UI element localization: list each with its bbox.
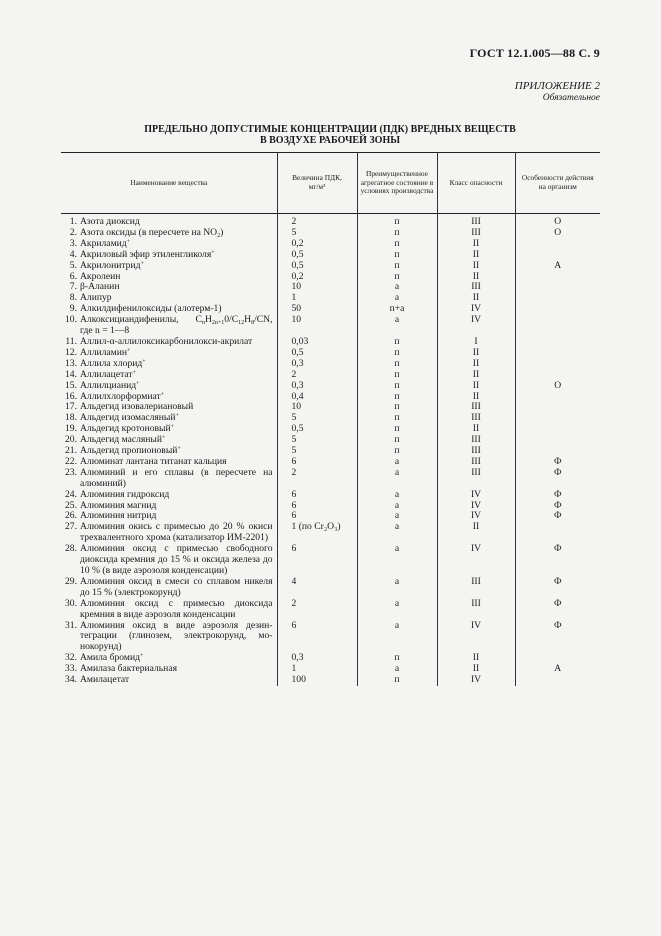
aggregate-state: п+а bbox=[357, 304, 437, 315]
aggregate-state: а bbox=[357, 511, 437, 522]
aggregate-state: п bbox=[357, 435, 437, 446]
aggregate-state: п bbox=[357, 359, 437, 370]
substance-name: Акролеин bbox=[80, 270, 121, 282]
row-number: 13. bbox=[65, 357, 77, 369]
substance-name: Альдегид масляный+ bbox=[80, 434, 166, 446]
aggregate-state: п bbox=[357, 653, 437, 664]
hazard-class: III bbox=[437, 457, 515, 468]
pdk-value: 0,5 bbox=[277, 250, 357, 261]
hazard-class: II bbox=[437, 664, 515, 675]
row-number: 6. bbox=[69, 270, 77, 282]
hazard-class: III bbox=[437, 599, 515, 621]
row-number: 16. bbox=[65, 390, 77, 402]
hazard-class: III bbox=[437, 413, 515, 424]
substance-name: Азота оксиды (в пересчете на $NO_2$) bbox=[80, 226, 224, 239]
aggregate-state: п bbox=[357, 402, 437, 413]
table-row bbox=[61, 359, 600, 370]
pdk-value: 5 bbox=[277, 435, 357, 446]
hazard-class: IV bbox=[437, 490, 515, 501]
substance-name: Алюминия магнид bbox=[80, 499, 157, 511]
hazard-class: III bbox=[437, 402, 515, 413]
table-header-row bbox=[61, 153, 600, 214]
hazard-class: IV bbox=[437, 501, 515, 512]
row-number: 31. bbox=[65, 619, 77, 631]
table-row bbox=[61, 621, 600, 654]
table-row bbox=[61, 214, 600, 228]
organism-effect: Ф bbox=[515, 544, 600, 577]
row-number: 17. bbox=[65, 401, 77, 413]
pdk-value: 1 (по Cr₂O₃) bbox=[277, 522, 357, 544]
substance-name: Аллила хлорид+ bbox=[80, 357, 146, 369]
pdk-value: 100 bbox=[277, 675, 357, 686]
hazard-class: II bbox=[437, 348, 515, 359]
row-number: 29. bbox=[65, 575, 77, 587]
substance-name: Алипур bbox=[80, 292, 112, 304]
pdk-value: 2 bbox=[277, 599, 357, 621]
hazard-class: I bbox=[437, 337, 515, 348]
organism-effect: Ф bbox=[515, 501, 600, 512]
organism-effect bbox=[515, 359, 600, 370]
substance-name-cell bbox=[61, 577, 277, 599]
pdk-value: 0,3 bbox=[277, 359, 357, 370]
substance-name: Алюминия оксид с примесью свободного диоксида кремния до 15 % и оксида железа до 10 % (в виде аэрозоля конденсации) bbox=[80, 543, 273, 576]
hazard-class: III bbox=[437, 435, 515, 446]
substance-name: Амила бромид+ bbox=[80, 652, 144, 664]
organism-effect: Ф bbox=[515, 457, 600, 468]
row-number: 12. bbox=[65, 346, 77, 358]
substance-name: Аллиламин+ bbox=[80, 346, 131, 358]
organism-effect bbox=[515, 282, 600, 293]
row-number: 34. bbox=[65, 674, 77, 686]
hazard-class: III bbox=[437, 282, 515, 293]
row-number: 9. bbox=[69, 303, 77, 315]
aggregate-state: п bbox=[357, 261, 437, 272]
substance-name: Алкилдифенилоксиды (алотерм-1) bbox=[80, 303, 222, 315]
substance-name: Алюминия нитрид bbox=[80, 510, 157, 522]
organism-effect bbox=[515, 304, 600, 315]
row-number: 11. bbox=[65, 335, 77, 347]
pdk-value: 0,2 bbox=[277, 239, 357, 250]
substance-name: Аллил-α-аллилоксикарбонилокси-акрилат bbox=[80, 335, 253, 347]
substance-name: Азота диоксид bbox=[80, 216, 140, 227]
table-row bbox=[61, 315, 600, 337]
aggregate-state: п bbox=[357, 370, 437, 381]
substance-name-cell bbox=[61, 468, 277, 490]
aggregate-state: п bbox=[357, 413, 437, 424]
row-number: 8. bbox=[69, 292, 77, 304]
pdk-value: 10 bbox=[277, 315, 357, 337]
pdk-value: 6 bbox=[277, 490, 357, 501]
pdk-value: 2 bbox=[277, 370, 357, 381]
pdk-value: 5 bbox=[277, 413, 357, 424]
organism-effect bbox=[515, 413, 600, 424]
aggregate-state: п bbox=[357, 337, 437, 348]
col-header-pdk: Величина ПДК, мг/м³ bbox=[277, 153, 357, 214]
hazard-class: II bbox=[437, 261, 515, 272]
row-number: 32. bbox=[65, 652, 77, 664]
title-line-2: В ВОЗДУХЕ РАБОЧЕЙ ЗОНЫ bbox=[259, 135, 401, 146]
pdk-value: 5 bbox=[277, 446, 357, 457]
row-number: 30. bbox=[65, 597, 77, 609]
organism-effect: А bbox=[515, 261, 600, 272]
pdk-value: 1 bbox=[277, 293, 357, 304]
row-number: 27. bbox=[65, 521, 77, 533]
table-row bbox=[61, 599, 600, 621]
aggregate-state: а bbox=[357, 293, 437, 304]
hazard-class: IV bbox=[437, 315, 515, 337]
row-number: 5. bbox=[69, 259, 77, 271]
pdk-value: 0,03 bbox=[277, 337, 357, 348]
substance-name: Алюминия оксид в виде аэрозоля дезинтеграции (глинозем, электрокорунд, монокорунд) bbox=[80, 619, 273, 653]
substance-name: Аллилхлорформиат+ bbox=[80, 390, 165, 402]
substance-name: Амилацетат bbox=[80, 674, 130, 686]
row-number: 21. bbox=[65, 445, 77, 457]
substance-name: Алюминат лантана титанат кальция bbox=[80, 455, 227, 467]
hazard-class: IV bbox=[437, 544, 515, 577]
organism-effect bbox=[515, 435, 600, 446]
organism-effect bbox=[515, 348, 600, 359]
table-row bbox=[61, 272, 600, 283]
pdk-value: 1 bbox=[277, 664, 357, 675]
aggregate-state: а bbox=[357, 315, 437, 337]
table-row bbox=[61, 261, 600, 272]
row-number: 23. bbox=[65, 466, 77, 478]
row-number: 4. bbox=[69, 248, 77, 260]
pdk-value: 2 bbox=[277, 214, 357, 228]
row-number: 22. bbox=[65, 455, 77, 467]
substance-name: Алюминий и его сплавы (в пересчете на алюминий) bbox=[80, 466, 273, 489]
substance-name: Альдегид изомасляный+ bbox=[80, 412, 179, 424]
aggregate-state: а bbox=[357, 577, 437, 599]
substance-name-cell bbox=[61, 599, 277, 621]
document-title bbox=[60, 124, 600, 146]
hazard-class: II bbox=[437, 522, 515, 544]
row-number: 2. bbox=[69, 226, 77, 238]
aggregate-state: п bbox=[357, 381, 437, 392]
substance-name: Альдегид пропионовый+ bbox=[80, 445, 181, 457]
table-row bbox=[61, 228, 600, 239]
aggregate-state: а bbox=[357, 621, 437, 654]
hazard-class: III bbox=[437, 468, 515, 490]
appendix-subtitle: Обязательное bbox=[542, 93, 600, 103]
organism-effect bbox=[515, 337, 600, 348]
organism-effect bbox=[515, 239, 600, 250]
hazard-class: IV bbox=[437, 511, 515, 522]
row-number: 26. bbox=[65, 510, 77, 522]
hazard-class: II bbox=[437, 424, 515, 435]
table-row bbox=[61, 577, 600, 599]
organism-effect: Ф bbox=[515, 468, 600, 490]
substance-name-cell bbox=[61, 621, 277, 654]
gost-page-header: ГОСТ 12.1.005—88 С. 9 bbox=[469, 46, 600, 60]
table-row bbox=[61, 337, 600, 348]
pdk-table bbox=[61, 152, 600, 686]
aggregate-state: а bbox=[357, 544, 437, 577]
organism-effect bbox=[515, 522, 600, 544]
substance-name: Алюминия оксид в смеси со сплавом никеля до 15 % (электрокорунд) bbox=[80, 575, 273, 598]
row-number: 24. bbox=[65, 488, 77, 500]
pdk-value: 10 bbox=[277, 282, 357, 293]
aggregate-state: а bbox=[357, 490, 437, 501]
pdk-value: 4 bbox=[277, 577, 357, 599]
substance-name: Амилаза бактериальная bbox=[80, 663, 177, 675]
row-number: 10. bbox=[65, 314, 77, 326]
aggregate-state: п bbox=[357, 392, 437, 403]
row-number: 3. bbox=[69, 237, 77, 249]
aggregate-state: п bbox=[357, 424, 437, 435]
pdk-value: 2 bbox=[277, 468, 357, 490]
row-number: 20. bbox=[65, 434, 77, 446]
organism-effect: Ф bbox=[515, 511, 600, 522]
row-number: 33. bbox=[65, 663, 77, 675]
substance-name-cell bbox=[61, 522, 277, 544]
pdk-value: 0,5 bbox=[277, 261, 357, 272]
aggregate-state: а bbox=[357, 282, 437, 293]
organism-effect bbox=[515, 370, 600, 381]
aggregate-state: а bbox=[357, 664, 437, 675]
aggregate-state: п bbox=[357, 446, 437, 457]
pdk-value: 6 bbox=[277, 457, 357, 468]
organism-effect: Ф bbox=[515, 577, 600, 599]
col-header-hazard: Класс опасности bbox=[437, 153, 515, 214]
hazard-class: IV bbox=[437, 621, 515, 654]
substance-name: Альдегид изовалериановый bbox=[80, 401, 194, 413]
row-number: 14. bbox=[65, 368, 77, 380]
hazard-class: II bbox=[437, 392, 515, 403]
row-number: 28. bbox=[65, 543, 77, 555]
substance-name: Альдегид кротоновый+ bbox=[80, 423, 175, 435]
aggregate-state: п bbox=[357, 348, 437, 359]
substance-name-cell bbox=[61, 315, 277, 337]
hazard-class: II bbox=[437, 359, 515, 370]
pdk-value: 50 bbox=[277, 304, 357, 315]
substance-name-cell bbox=[61, 214, 277, 228]
substance-name: Алюминия оксид с примесью диоксида кремния в виде аэрозоля конденсации bbox=[80, 597, 273, 620]
pdk-value: 0,3 bbox=[277, 381, 357, 392]
pdk-value: 0,2 bbox=[277, 272, 357, 283]
pdk-value: 6 bbox=[277, 501, 357, 512]
hazard-class: II bbox=[437, 250, 515, 261]
aggregate-state: п bbox=[357, 675, 437, 686]
hazard-class: III bbox=[437, 577, 515, 599]
organism-effect bbox=[515, 250, 600, 261]
organism-effect bbox=[515, 293, 600, 304]
hazard-class: IV bbox=[437, 304, 515, 315]
substance-name: Акриламид+ bbox=[80, 237, 131, 249]
table-row bbox=[61, 544, 600, 577]
aggregate-state: п bbox=[357, 239, 437, 250]
hazard-class: III bbox=[437, 446, 515, 457]
table-row bbox=[61, 522, 600, 544]
hazard-class: II bbox=[437, 381, 515, 392]
pdk-value: 0,4 bbox=[277, 392, 357, 403]
substance-name: Алкоксициандифенилы, $C_nH_{2n+1}0/C_{12}H_8/CN$, где n = 1—8 bbox=[80, 314, 273, 337]
pdk-value: 0,3 bbox=[277, 653, 357, 664]
substance-name: Акриловый эфир этиленгликоля+ bbox=[80, 248, 215, 260]
aggregate-state: а bbox=[357, 468, 437, 490]
hazard-class: III bbox=[437, 214, 515, 228]
col-header-name: Наименование вещества bbox=[61, 153, 277, 214]
row-number: 19. bbox=[65, 423, 77, 435]
organism-effect: О bbox=[515, 214, 600, 228]
pdk-value: 5 bbox=[277, 228, 357, 239]
pdk-value: 0,5 bbox=[277, 424, 357, 435]
hazard-class: II bbox=[437, 370, 515, 381]
table-row bbox=[61, 250, 600, 261]
appendix-title: ПРИЛОЖЕНИЕ 2 bbox=[514, 80, 600, 92]
aggregate-state: п bbox=[357, 250, 437, 261]
table-row bbox=[61, 282, 600, 293]
aggregate-state: п bbox=[357, 214, 437, 228]
aggregate-state: а bbox=[357, 522, 437, 544]
table-row bbox=[61, 468, 600, 490]
hazard-class: IV bbox=[437, 675, 515, 686]
pdk-value: 6 bbox=[277, 544, 357, 577]
pdk-value: 0,5 bbox=[277, 348, 357, 359]
hazard-class: II bbox=[437, 653, 515, 664]
hazard-class: III bbox=[437, 228, 515, 239]
aggregate-state: п bbox=[357, 272, 437, 283]
aggregate-state: а bbox=[357, 501, 437, 512]
substance-name: Алюминия окись с примесью до 20 % окиси трехвалентного хрома (катализатор ИМ-2201) bbox=[80, 521, 273, 544]
row-number: 1. bbox=[69, 216, 77, 227]
organism-effect: Ф bbox=[515, 621, 600, 654]
table-row bbox=[61, 664, 600, 675]
row-number: 7. bbox=[69, 281, 77, 293]
table-row bbox=[61, 370, 600, 381]
hazard-class: II bbox=[437, 239, 515, 250]
title-line-1: ПРЕДЕЛЬНО ДОПУСТИМЫЕ КОНЦЕНТРАЦИИ (ПДК) ВРЕДНЫХ ВЕЩЕСТВ bbox=[144, 124, 516, 135]
hazard-class: II bbox=[437, 293, 515, 304]
appendix-label bbox=[515, 80, 600, 104]
substance-name: Акрилонитрид+ bbox=[80, 259, 144, 271]
aggregate-state: а bbox=[357, 599, 437, 621]
row-number: 25. bbox=[65, 499, 77, 511]
pdk-value: 6 bbox=[277, 511, 357, 522]
row-number: 18. bbox=[65, 412, 77, 424]
organism-effect bbox=[515, 402, 600, 413]
organism-effect: А bbox=[515, 664, 600, 675]
organism-effect bbox=[515, 392, 600, 403]
pdk-value: 6 bbox=[277, 621, 357, 654]
table-row bbox=[61, 675, 600, 686]
hazard-class: II bbox=[437, 272, 515, 283]
organism-effect bbox=[515, 675, 600, 686]
organism-effect bbox=[515, 315, 600, 337]
substance-name: Алюминия гидроксид bbox=[80, 488, 170, 500]
organism-effect: О bbox=[515, 228, 600, 239]
organism-effect: О bbox=[515, 381, 600, 392]
organism-effect: Ф bbox=[515, 490, 600, 501]
col-header-state: Преимущественное агрегатное состояние в условиях производства bbox=[357, 153, 437, 214]
substance-name: β-Аланин bbox=[80, 281, 120, 293]
substance-name: Аллилцианид+ bbox=[80, 379, 140, 391]
col-header-features: Особенности действия на организм bbox=[515, 153, 600, 214]
organism-effect: Ф bbox=[515, 599, 600, 621]
row-number: 15. bbox=[65, 379, 77, 391]
organism-effect bbox=[515, 272, 600, 283]
aggregate-state: п bbox=[357, 228, 437, 239]
substance-name-cell bbox=[61, 675, 277, 686]
substance-name: Аллилацетат+ bbox=[80, 368, 136, 380]
aggregate-state: а bbox=[357, 457, 437, 468]
substance-name-cell bbox=[61, 544, 277, 577]
organism-effect bbox=[515, 424, 600, 435]
pdk-value: 10 bbox=[277, 402, 357, 413]
